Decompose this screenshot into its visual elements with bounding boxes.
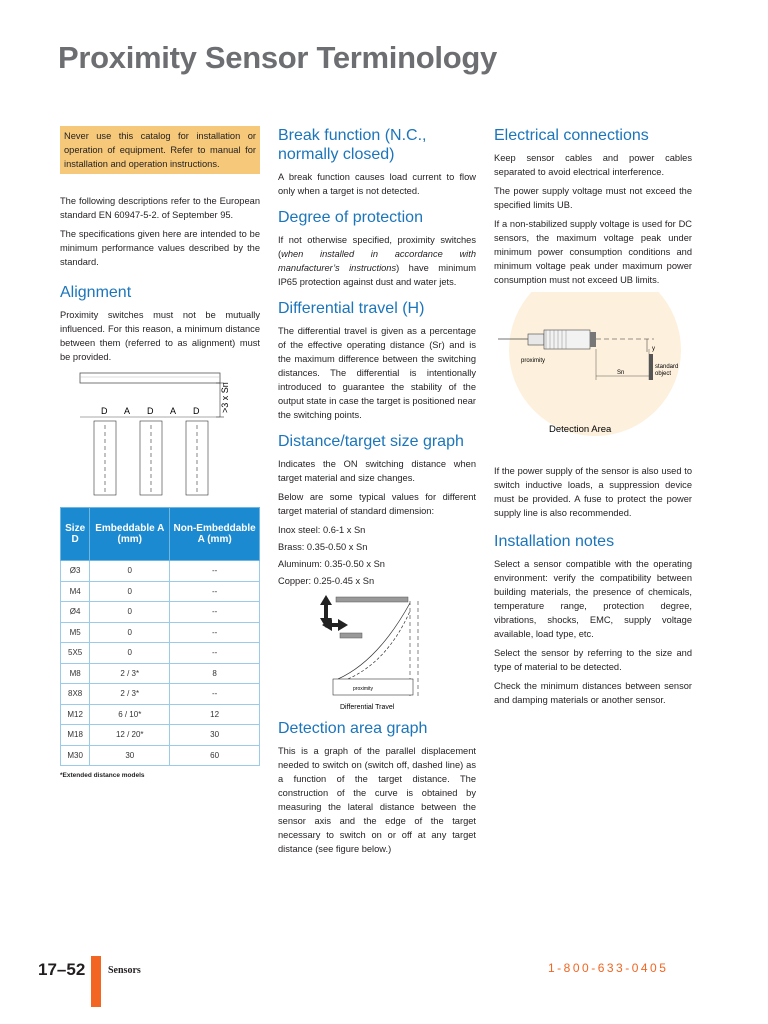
label-a-1: A <box>124 406 131 416</box>
installation-text-3: Check the minimum distances between sensor and damping materials or another sensor. <box>494 681 692 705</box>
electrical-text-1: Keep sensor cables and power cables separated to avoid electrical interference. <box>494 153 692 177</box>
table-cell: M30 <box>61 745 90 766</box>
phone-number: 1-800-633-0405 <box>548 961 669 975</box>
protection-heading: Degree of protection <box>278 209 423 226</box>
protection-text-a: If not otherwise specified, proximity switches ( <box>278 235 476 259</box>
column-left <box>60 126 260 779</box>
detection-graph-heading: Detection area graph <box>278 720 428 737</box>
table-row <box>61 643 260 664</box>
footer-accent-bar <box>91 956 101 1007</box>
table-header-row <box>61 508 260 561</box>
protection-text-italic: when installed in accordance with manufacturer’s instructions <box>278 249 476 273</box>
table-footnote: *Extended distance models <box>60 772 145 779</box>
label-d-3: D <box>193 406 200 416</box>
electrical-text-4: If the power supply of the sensor is also used to switch inductive loads, a suppression device must be provided. A fuse to protect the power supply line is also recommended. <box>494 466 692 518</box>
table-cell: Ø3 <box>61 561 90 582</box>
column-middle <box>278 126 476 861</box>
label-d-2: D <box>147 406 154 416</box>
break-text: A break function causes load current to flow only when a target is not detected. <box>278 172 476 196</box>
installation-text-2: Select the sensor by referring to the size and type of material to be detected. <box>494 648 692 672</box>
alignment-diagram <box>60 369 260 499</box>
table-row <box>61 581 260 602</box>
table-cell: -- <box>170 581 260 602</box>
table-cell: 0 <box>90 581 170 602</box>
electrical-text-2: The power supply voltage must not exceed the specified limits UB. <box>494 186 692 210</box>
detection-area-caption: Detection Area <box>549 424 612 435</box>
table-row <box>61 602 260 623</box>
detection-area-diagram <box>494 292 692 452</box>
header-size: Size D <box>61 508 90 561</box>
column-right <box>494 126 692 712</box>
table-cell: -- <box>170 602 260 623</box>
table-row <box>61 725 260 746</box>
table-cell: M5 <box>61 622 90 643</box>
alignment-heading: Alignment <box>60 284 132 301</box>
table-row <box>61 663 260 684</box>
table-cell: 2 / 3* <box>90 663 170 684</box>
object-label-1: standard <box>655 364 679 370</box>
protection-text-b: ) have minimum IP65 protection against dust and water jets. <box>278 263 476 287</box>
installation-text-1: Select a sensor compatible with the operating environment: verify the compatibility between building materials, the presence of chemicals, temperature range, protection degree, vibrations, shocks, EMC, supply voltage available, load type, etc. <box>494 559 692 639</box>
table-cell: -- <box>170 561 260 582</box>
detection-graph-text: This is a graph of the parallel displacement needed to switch on (switch off, dashed line) as a function of the target distance. The construction of the curve is obtained by measuring the lateral distance between the sensor axis and the edge of the target necessary to switch on or off at any target distance (see figure below.) <box>278 746 476 854</box>
warning-note: Never use this catalog for installation or operation of equipment. Refer to manual for installation and operation instructions. <box>60 126 260 174</box>
table-cell: 30 <box>90 745 170 766</box>
y-label: y <box>652 346 655 352</box>
object-label-2: object <box>655 371 672 377</box>
table-cell: 12 <box>170 704 260 725</box>
table-cell: M8 <box>61 663 90 684</box>
value-brass: Brass: 0.35-0.50 x Sn <box>278 542 368 552</box>
sn-label: Sn <box>617 370 625 376</box>
alignment-text: Proximity switches must not be mutually influenced. For this reason, a minimum distance between them (referred to as alignment) must be provided. <box>60 310 260 362</box>
table-row <box>61 561 260 582</box>
break-heading: Break function (N.C., normally closed) <box>278 127 427 163</box>
installation-heading: Installation notes <box>494 533 615 550</box>
page-number: 17–52 <box>38 960 86 979</box>
table-cell: 30 <box>170 725 260 746</box>
differential-text: The differential travel is given as a percentage of the effective operating distance (Sr) and is the maximum difference between the switching distances. The differential is intentionally introduced to guarantee the stability of the output state in case the target is positioned near the switching points. <box>278 326 476 420</box>
proximity-label: proximity <box>521 358 546 364</box>
table-cell: M18 <box>61 725 90 746</box>
differential-heading: Differential travel (H) <box>278 300 425 317</box>
table-cell: 60 <box>170 745 260 766</box>
label-a-2: A <box>170 406 177 416</box>
value-inox: Inox steel: 0.6-1 x Sn <box>278 525 366 535</box>
table-row <box>61 684 260 705</box>
electrical-text-3: If a non-stabilized supply voltage is used for DC sensors, the maximum voltage peak under minimum power consumption conditions and minimum voltage peak under maximum power consumption must not exceed UB limits. <box>494 219 692 285</box>
table-row <box>61 704 260 725</box>
table-cell: -- <box>170 622 260 643</box>
table-cell: 8X8 <box>61 684 90 705</box>
table-cell: -- <box>170 684 260 705</box>
table-cell: 12 / 20* <box>90 725 170 746</box>
distance-text-2: Below are some typical values for different target material of standard dimension: <box>278 492 476 516</box>
table-cell: Ø4 <box>61 602 90 623</box>
distance-heading: Distance/target size graph <box>278 433 464 450</box>
table-cell: 6 / 10* <box>90 704 170 725</box>
value-copper: Copper: 0.25-0.45 x Sn <box>278 576 375 586</box>
table-cell: 0 <box>90 622 170 643</box>
distance-text-1: Indicates the ON switching distance when target material and size changes. <box>278 459 476 483</box>
table-cell: M4 <box>61 581 90 602</box>
header-embeddable: Embeddable A (mm) <box>90 508 170 561</box>
label-d-1: D <box>101 406 108 416</box>
table-cell: 2 / 3* <box>90 684 170 705</box>
table-cell: M12 <box>61 704 90 725</box>
header-non-embeddable: Non-Embeddable A (mm) <box>170 508 260 561</box>
table-cell: 0 <box>90 643 170 664</box>
distance-label: >3 x Sn <box>220 382 230 413</box>
sensor-label: proximity <box>353 686 374 692</box>
table-cell: 0 <box>90 561 170 582</box>
intro-paragraph-2: The specifications given here are intended to be minimum performance values described by the standard. <box>60 229 260 267</box>
page-title: Proximity Sensor Terminology <box>58 40 497 75</box>
table-row <box>61 745 260 766</box>
table-cell: 0 <box>90 602 170 623</box>
table-cell: -- <box>170 643 260 664</box>
intro-paragraph-1: The following descriptions refer to the European standard EN 60947-5-2. of September 95. <box>60 196 260 220</box>
protection-text <box>278 233 476 289</box>
electrical-heading: Electrical connections <box>494 127 649 144</box>
section-name: Sensors <box>108 965 141 976</box>
table-row <box>61 622 260 643</box>
value-aluminum: Aluminum: 0.35-0.50 x Sn <box>278 559 385 569</box>
table-cell: 5X5 <box>61 643 90 664</box>
differential-travel-diagram <box>278 591 476 711</box>
differential-caption: Differential Travel <box>340 704 395 711</box>
alignment-table <box>60 507 260 766</box>
table-cell: 8 <box>170 663 260 684</box>
